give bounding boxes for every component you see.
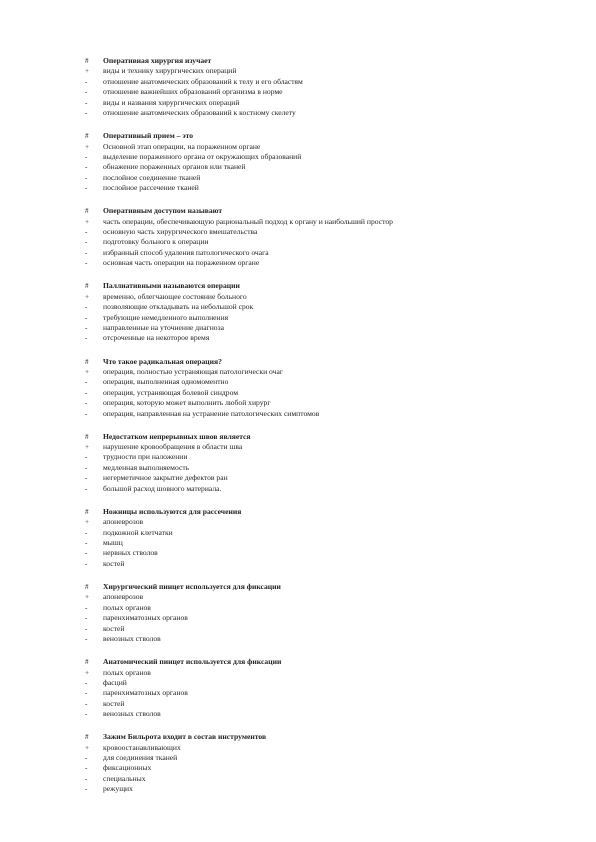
answer-text: апоневрозов bbox=[103, 592, 144, 602]
answer-row bbox=[0, 484, 596, 494]
answer-row bbox=[0, 699, 596, 709]
question-title: Анатомический пинцет используется для фиксации bbox=[103, 657, 282, 667]
answer-row bbox=[0, 66, 596, 76]
answer-row bbox=[0, 377, 596, 387]
answer-text: отсроченные на некоторое время bbox=[103, 333, 210, 343]
answer-text: отношение анатомических образований к костному скелету bbox=[103, 107, 296, 117]
answer-row bbox=[0, 613, 596, 623]
question-title: Оперативная хирургия изучает bbox=[103, 56, 212, 65]
correct-answer-marker: + bbox=[85, 518, 90, 527]
answer-text: позволяющие откладывать на небольшой срок bbox=[103, 302, 254, 312]
answer-row bbox=[0, 688, 596, 698]
wrong-answer-marker: - bbox=[85, 624, 88, 633]
answer-row bbox=[0, 538, 596, 548]
answer-text: паренхиматозных органов bbox=[103, 688, 188, 698]
question-marker: # bbox=[85, 132, 89, 141]
question-title: Оперативным доступом называют bbox=[103, 206, 223, 216]
answer-row bbox=[0, 162, 596, 172]
wrong-answer-marker: - bbox=[85, 163, 88, 172]
answer-text: нервных стволов bbox=[103, 548, 158, 558]
answer-text: кровоостанавливающих bbox=[103, 742, 181, 752]
answer-text: нарушение кровообращения в области шва bbox=[103, 442, 243, 452]
wrong-answer-marker: - bbox=[85, 303, 88, 312]
answer-text: направленные на уточнение диагноза bbox=[103, 322, 224, 332]
answer-text: избранный способ удаления патологического очага bbox=[103, 247, 269, 257]
answer-row bbox=[0, 709, 596, 719]
answer-row bbox=[0, 258, 596, 268]
wrong-answer-marker: - bbox=[85, 248, 88, 257]
answer-row bbox=[0, 452, 596, 462]
question-block bbox=[0, 357, 596, 419]
answer-row bbox=[0, 743, 596, 753]
question-row bbox=[0, 657, 596, 667]
wrong-answer-marker: - bbox=[85, 409, 88, 418]
answer-text: выделение пораженного органа от окружающих образований bbox=[103, 151, 302, 161]
correct-answer-marker: + bbox=[85, 217, 90, 226]
answer-row bbox=[0, 398, 596, 408]
question-row bbox=[0, 582, 596, 592]
wrong-answer-marker: - bbox=[85, 378, 88, 387]
answer-text: подготовку больного к операции bbox=[103, 237, 209, 247]
wrong-answer-marker: - bbox=[85, 98, 88, 107]
answer-text: операция, направленная на устранение патологических симптомов bbox=[103, 408, 320, 418]
wrong-answer-marker: - bbox=[85, 238, 88, 247]
wrong-answer-marker: - bbox=[85, 539, 88, 548]
wrong-answer-marker: - bbox=[85, 764, 88, 773]
answer-text: Основной этап операции, на пораженном органе bbox=[103, 141, 261, 151]
question-marker: # bbox=[85, 658, 89, 667]
answer-row bbox=[0, 603, 596, 613]
answer-row bbox=[0, 592, 596, 602]
answer-row bbox=[0, 333, 596, 343]
wrong-answer-marker: - bbox=[85, 678, 88, 687]
wrong-answer-marker: - bbox=[85, 754, 88, 763]
answer-row bbox=[0, 473, 596, 483]
answer-row bbox=[0, 98, 596, 108]
answer-row bbox=[0, 678, 596, 688]
wrong-answer-marker: - bbox=[85, 228, 88, 237]
answer-row bbox=[0, 463, 596, 473]
wrong-answer-marker: - bbox=[85, 184, 88, 193]
correct-answer-marker: + bbox=[85, 668, 90, 677]
correct-answer-marker: + bbox=[85, 743, 90, 752]
answer-row bbox=[0, 108, 596, 118]
question-marker: # bbox=[85, 507, 89, 516]
wrong-answer-marker: - bbox=[85, 699, 88, 708]
answer-text: фасций bbox=[103, 677, 127, 687]
answer-row bbox=[0, 313, 596, 323]
wrong-answer-marker: - bbox=[85, 559, 88, 568]
answer-text: режущих bbox=[103, 784, 133, 794]
answer-text: трудности при наложении bbox=[103, 452, 188, 462]
answer-text: обнажение пораженных органов или тканей bbox=[103, 162, 246, 172]
question-marker: # bbox=[85, 57, 89, 65]
wrong-answer-marker: - bbox=[85, 689, 88, 698]
wrong-answer-marker: - bbox=[85, 313, 88, 322]
answer-text: подкожной клетчатки bbox=[103, 527, 173, 537]
answer-text: требующие немедленного выполнения bbox=[103, 312, 229, 322]
answer-text: костей bbox=[103, 623, 125, 633]
question-marker: # bbox=[85, 207, 89, 216]
answer-row bbox=[0, 548, 596, 558]
answer-row bbox=[0, 774, 596, 784]
answer-text: виды и технику хирургических операций bbox=[103, 66, 237, 76]
answer-text: часть операции, обеспечивающую рациональный подход к органу и наибольший простор bbox=[103, 216, 393, 226]
answer-row bbox=[0, 528, 596, 538]
answer-row bbox=[0, 302, 596, 312]
question-row bbox=[0, 281, 596, 291]
wrong-answer-marker: - bbox=[85, 603, 88, 612]
question-block bbox=[0, 432, 596, 494]
answer-text: паренхиматозных органов bbox=[103, 613, 188, 623]
answer-row bbox=[0, 77, 596, 87]
question-title: Ножницы используются для рассечения bbox=[103, 506, 242, 516]
answer-text: основную часть хирургического вмешательства bbox=[103, 227, 258, 237]
answer-text: мышц bbox=[103, 538, 123, 548]
wrong-answer-marker: - bbox=[85, 88, 88, 97]
answer-row bbox=[0, 87, 596, 97]
answer-row bbox=[0, 559, 596, 569]
question-row bbox=[0, 206, 596, 216]
wrong-answer-marker: - bbox=[85, 323, 88, 332]
answer-row bbox=[0, 173, 596, 183]
answer-row bbox=[0, 753, 596, 763]
answer-row bbox=[0, 292, 596, 302]
wrong-answer-marker: - bbox=[85, 785, 88, 794]
wrong-answer-marker: - bbox=[85, 774, 88, 783]
question-block bbox=[0, 281, 596, 343]
answer-row bbox=[0, 409, 596, 419]
question-title: Зажим Бильрота входит в состав инструментов bbox=[103, 732, 267, 742]
wrong-answer-marker: - bbox=[85, 614, 88, 623]
question-marker: # bbox=[85, 582, 89, 591]
question-row bbox=[0, 732, 596, 742]
answer-text: апоневрозов bbox=[103, 517, 144, 527]
question-title: Паллиативными называются операции bbox=[103, 281, 240, 291]
question-block bbox=[0, 507, 596, 569]
answer-row bbox=[0, 227, 596, 237]
question-row bbox=[0, 507, 596, 517]
wrong-answer-marker: - bbox=[85, 173, 88, 182]
question-marker: # bbox=[85, 357, 89, 366]
answer-text: послойное рассечение тканей bbox=[103, 183, 199, 193]
correct-answer-marker: + bbox=[85, 367, 90, 376]
answer-row bbox=[0, 442, 596, 452]
correct-answer-marker: + bbox=[85, 142, 90, 151]
wrong-answer-marker: - bbox=[85, 634, 88, 643]
wrong-answer-marker: - bbox=[85, 108, 88, 117]
answer-row bbox=[0, 183, 596, 193]
question-row bbox=[0, 432, 596, 442]
wrong-answer-marker: - bbox=[85, 453, 88, 462]
correct-answer-marker: + bbox=[85, 443, 90, 452]
answer-text: венозных стволов bbox=[103, 709, 161, 719]
wrong-answer-marker: - bbox=[85, 474, 88, 483]
correct-answer-marker: + bbox=[85, 292, 90, 301]
answer-row bbox=[0, 517, 596, 527]
answer-text: операция, полностью устраняющая патологически очаг bbox=[103, 366, 283, 376]
wrong-answer-marker: - bbox=[85, 259, 88, 268]
question-marker: # bbox=[85, 282, 89, 291]
answer-text: костей bbox=[103, 558, 125, 568]
question-block bbox=[0, 131, 596, 193]
answer-text: основная часть операции на пораженном органе bbox=[103, 258, 260, 268]
wrong-answer-marker: - bbox=[85, 388, 88, 397]
answer-text: отношение анатомических образований к телу и его областям bbox=[103, 76, 303, 86]
answer-row bbox=[0, 763, 596, 773]
wrong-answer-marker: - bbox=[85, 549, 88, 558]
question-title: Недостатком непрерывных швов является bbox=[103, 431, 251, 441]
question-block bbox=[0, 732, 596, 794]
answer-row bbox=[0, 152, 596, 162]
answer-row bbox=[0, 323, 596, 333]
answer-row bbox=[0, 388, 596, 398]
wrong-answer-marker: - bbox=[85, 484, 88, 493]
wrong-answer-marker: - bbox=[85, 528, 88, 537]
wrong-answer-marker: - bbox=[85, 334, 88, 343]
wrong-answer-marker: - bbox=[85, 463, 88, 472]
question-row bbox=[0, 131, 596, 141]
wrong-answer-marker: - bbox=[85, 152, 88, 161]
answer-text: послойное соединение тканей bbox=[103, 172, 201, 182]
answer-text: для соединения тканей bbox=[103, 753, 178, 763]
answer-text: виды и названия хирургических операций bbox=[103, 97, 240, 107]
answer-text: операция, устраняющая болевой синдром bbox=[103, 387, 239, 397]
answer-row bbox=[0, 668, 596, 678]
answer-row bbox=[0, 624, 596, 634]
answer-row bbox=[0, 248, 596, 258]
question-marker: # bbox=[85, 432, 89, 441]
question-block bbox=[0, 206, 596, 268]
answer-row bbox=[0, 217, 596, 227]
answer-text: медленная выполняемость bbox=[103, 462, 190, 472]
question-title: Что такое радикальная операция? bbox=[103, 356, 222, 366]
answer-row bbox=[0, 142, 596, 152]
question-marker: # bbox=[85, 733, 89, 742]
question-block bbox=[0, 657, 596, 719]
answer-text: полых органов bbox=[103, 602, 151, 612]
answer-text: костей bbox=[103, 698, 125, 708]
answer-text: отношение важнейших образований организма в норме bbox=[103, 87, 283, 97]
answer-text: полых органов bbox=[103, 667, 151, 677]
answer-row bbox=[0, 784, 596, 794]
wrong-answer-marker: - bbox=[85, 77, 88, 86]
answer-row bbox=[0, 634, 596, 644]
question-title: Хирургический пинцет используется для фиксации bbox=[103, 581, 281, 591]
correct-answer-marker: + bbox=[85, 593, 90, 602]
answer-row bbox=[0, 367, 596, 377]
answer-text: фиксационных bbox=[103, 763, 152, 773]
answer-row bbox=[0, 237, 596, 247]
answer-text: временно, облегчающее состояние больного bbox=[103, 291, 247, 301]
answer-text: большой расход шовного материала. bbox=[103, 483, 222, 493]
answer-text: операция, которую может выполнить любой хирург bbox=[103, 398, 271, 408]
correct-answer-marker: + bbox=[85, 67, 90, 76]
question-row bbox=[0, 56, 596, 66]
question-block bbox=[0, 582, 596, 644]
wrong-answer-marker: - bbox=[85, 399, 88, 408]
answer-text: специальных bbox=[103, 773, 146, 783]
question-title: Оперативный прием – это bbox=[103, 131, 194, 141]
question-block bbox=[0, 56, 596, 118]
answer-text: венозных стволов bbox=[103, 633, 161, 643]
answer-text: негерметичное закрытие дефектов ран bbox=[103, 473, 228, 483]
wrong-answer-marker: - bbox=[85, 710, 88, 719]
answer-text: операция, выполненная одномоментно bbox=[103, 377, 229, 387]
question-row bbox=[0, 357, 596, 367]
